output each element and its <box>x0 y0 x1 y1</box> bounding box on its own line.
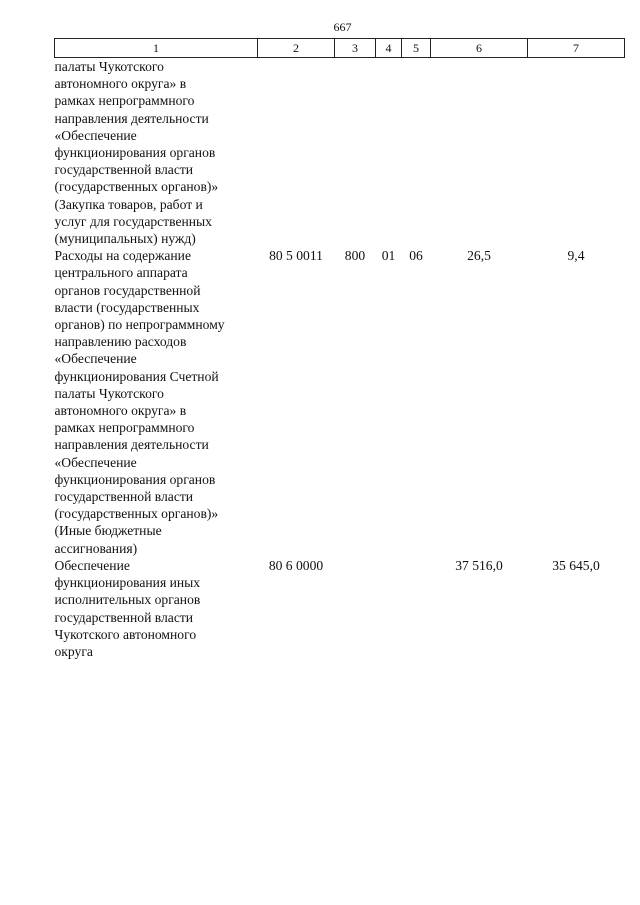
row-name <box>55 58 258 248</box>
row-sum-2: 9,4 <box>567 248 585 264</box>
row-sum-2 <box>528 58 625 248</box>
page-number: 667 <box>333 20 352 34</box>
row-rz <box>376 58 402 248</box>
budget-table <box>54 38 625 660</box>
row-vr <box>335 557 376 660</box>
row-name <box>55 557 258 660</box>
table-row <box>55 557 625 660</box>
row-code <box>258 58 335 248</box>
column-header-6: 6 <box>431 39 528 58</box>
column-header-1: 1 <box>55 39 258 58</box>
row-pr: 06 <box>409 248 423 264</box>
column-header-7: 7 <box>528 39 625 58</box>
row-code: 80 5 0011 <box>269 248 323 264</box>
row-sum-2: 35 645,0 <box>552 557 600 573</box>
row-code: 80 6 0000 <box>268 557 324 573</box>
row-vr <box>335 58 376 248</box>
row-name-text: палаты Чукотского автономного округа» в рамках непрограммного направления деятельности «Обеспечение функционирования органов государственной власти (государственных органов)» (Закупка товаров, работ и услуг для государственных (муниципальных) нужд) <box>54 59 219 247</box>
row-rz: 01 <box>381 248 396 264</box>
row-pr <box>402 58 431 248</box>
column-header-4: 4 <box>376 39 402 58</box>
column-header-3: 3 <box>335 39 376 58</box>
row-vr: 800 <box>344 248 366 264</box>
row-sum-1 <box>431 58 528 248</box>
row-pr <box>402 557 431 660</box>
row-name <box>55 247 258 557</box>
row-sum-1: 37 516,0 <box>455 557 503 573</box>
table-row <box>55 58 625 248</box>
column-header-2: 2 <box>258 39 335 58</box>
row-rz <box>376 557 402 660</box>
table-row <box>55 247 625 557</box>
column-header-5: 5 <box>402 39 431 58</box>
column-number-row <box>55 39 625 58</box>
row-name-text: Расходы на содержание центрального аппарата органов государственной власти (государственных органов) по непрограммному направлению расходов «Обеспечение функционирования Счетной палаты Чукотского автономного округа» в рамках непрограммного направления деятельности «Обеспечение функционирования органов государственной власти (государственных органов)» (Иные бюджетные ассигнования) <box>54 248 225 556</box>
row-name-text: Обеспечение функционирования иных исполнительных органов государственной власти Чукотского автономного округа <box>54 557 201 659</box>
row-sum-1: 26,5 <box>467 248 491 264</box>
